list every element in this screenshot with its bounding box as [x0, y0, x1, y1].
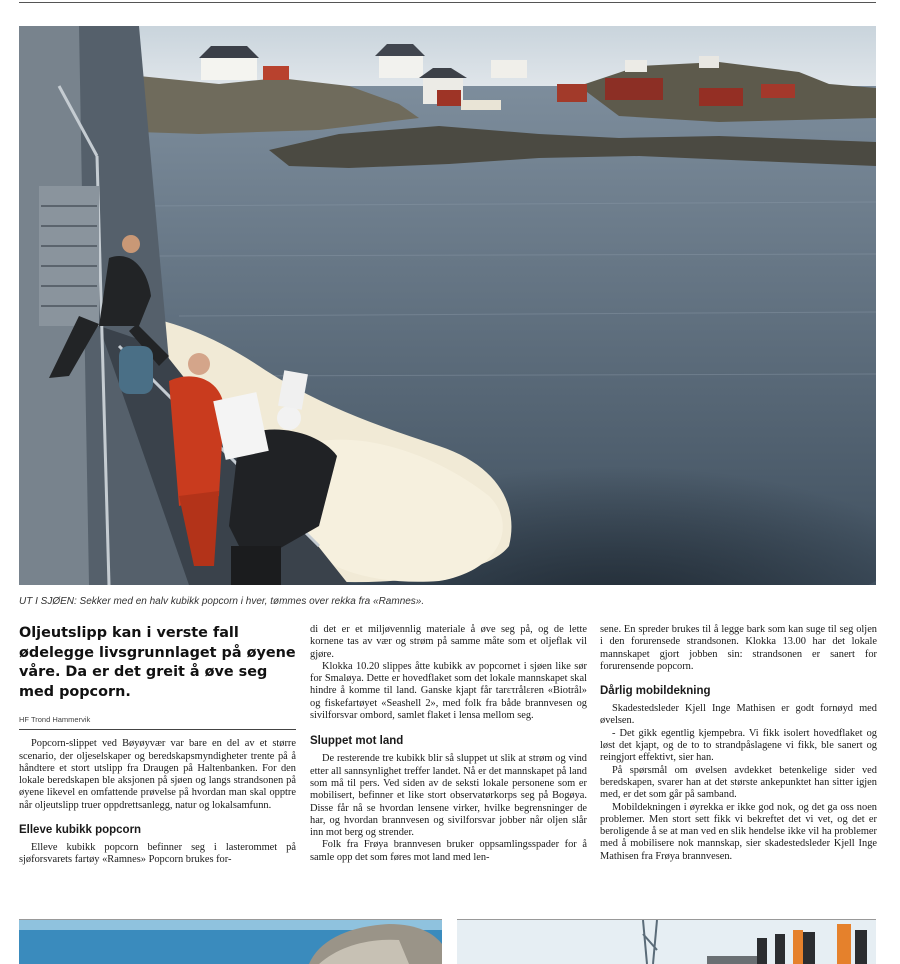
paragraph: Skadestedsleder Kjell Inge Mathisen er godt fornøyd med øvelsen.: [600, 703, 877, 727]
paragraph: Mobildekningen i øyrekka er ikke god nok, og det ga oss noen problemer. Men stort sett fikk vi bekreftet det vi vet, og det er beroligende å se at man ved en slik hendelse ikke vil ha problemer med å mobilisere nok mannskap, sier skadestedsleder Kjell Inge Mathisen fra Frøya brannvesen.: [600, 801, 877, 862]
top-rule: [19, 2, 876, 3]
article-column-3: [600, 624, 877, 863]
bottom-photo-left: [19, 919, 442, 964]
subheading: Elleve kubikk popcorn: [19, 824, 142, 837]
byline: HF Trond Hammervik: [19, 714, 296, 730]
bottom-photo-right: [457, 919, 876, 964]
paragraph: Folk fra Frøya brannvesen bruker oppsamlingsspader for å samle opp det som føres mot land med len-: [310, 839, 587, 863]
paragraph: Elleve kubikk popcorn befinner seg i lasterommet på sjøforsvarets fartøy «Ramnes» Popcorn brukes for-: [19, 842, 296, 866]
paragraph: sene. En spreder brukes til å legge bark som kan suge til seg oljen i den forurensede strandsonen. Klokka 13.00 har det lokale mannskapet gjort jobben sin: strandsonen er sanert for forurensende popcorn.: [600, 624, 877, 672]
article-column-1: [19, 624, 296, 867]
subheading: Dårlig mobildekning: [600, 685, 711, 698]
main-photo: [19, 26, 876, 585]
paragraph: De resterende tre kubikk blir så sluppet ut slik at strøm og vind etter all sannsynlighet treffer landet. Nå er det mannskapet på land som må til pers. Ved siden av de seksti lokale personene som er mobilisert, befinner et like stort observatørkorps seg på Bogøya. Disse får nå se hvordan lensene virker, hvilke begrensninger de har, og hvordan brannvesen og sivilforsvar jobber når oljen slår inn mot berg og strender.: [310, 753, 587, 839]
subheading: Sluppet mot land: [310, 735, 404, 748]
paragraph: - Det gikk egentlig kjempebra. Vi fikk isolert hovedflaket og løst det kjapt, og de to to strandpåslagene vi fikk, ble sanert og reingjort effektivt, sier han.: [600, 727, 877, 764]
paragraph: Klokka 10.20 slippes åtte kubikk av popcornet i sjøen like sør for Smaløya. Dette er hovedflaket som det lokale mannskapet skal hindre å komme til land. Ganske kjapt får tarετrålεren «Biotrål» og fiskefartøyet «Seashell 2», med folk fra både brannvesen og sivilforsvar ombord, samlet flaket i lensa mellom seg.: [310, 660, 587, 722]
photo-caption: UT I SJØEN: Sekker med en halv kubikk popcorn i hver, tømmes over rekka fra «Ramnes».: [19, 596, 425, 607]
article-column-2: [310, 624, 587, 864]
paragraph: di det er et miljøvennlig materiale å øve seg på, og de lette kornene tas av vær og strøm på samme måte som et oljeflak vil gjøre.: [310, 624, 587, 660]
paragraph: Popcorn-slippet ved Bøyøyvær var bare en del av et større scenario, der oljeselskaper og beredskapsmyndigheter trente på å håndtere et stort utslipp fra Draugen på Haltenbanken. For den lokale beredskapen ble aksjonen på sjøen og langs strandsonen på øyene likevel en omfattende prøvelse på hvordan man skal opptre når oljeutslipp truer oppdrettsanlegg, natur og lokalsamfunn.: [19, 738, 296, 811]
paragraph: På spørsmål om øvelsen avdekket betenkelige sider ved beredskapen, svarer han at det største ankepunktet han sitter igjen med, er det som går på samband.: [600, 764, 877, 801]
article-lead: Oljeutslipp kan i verste fall ødelegge livsgrunnlaget på øyene våre. Da er det greit å øve seg med popcorn.: [19, 625, 296, 700]
